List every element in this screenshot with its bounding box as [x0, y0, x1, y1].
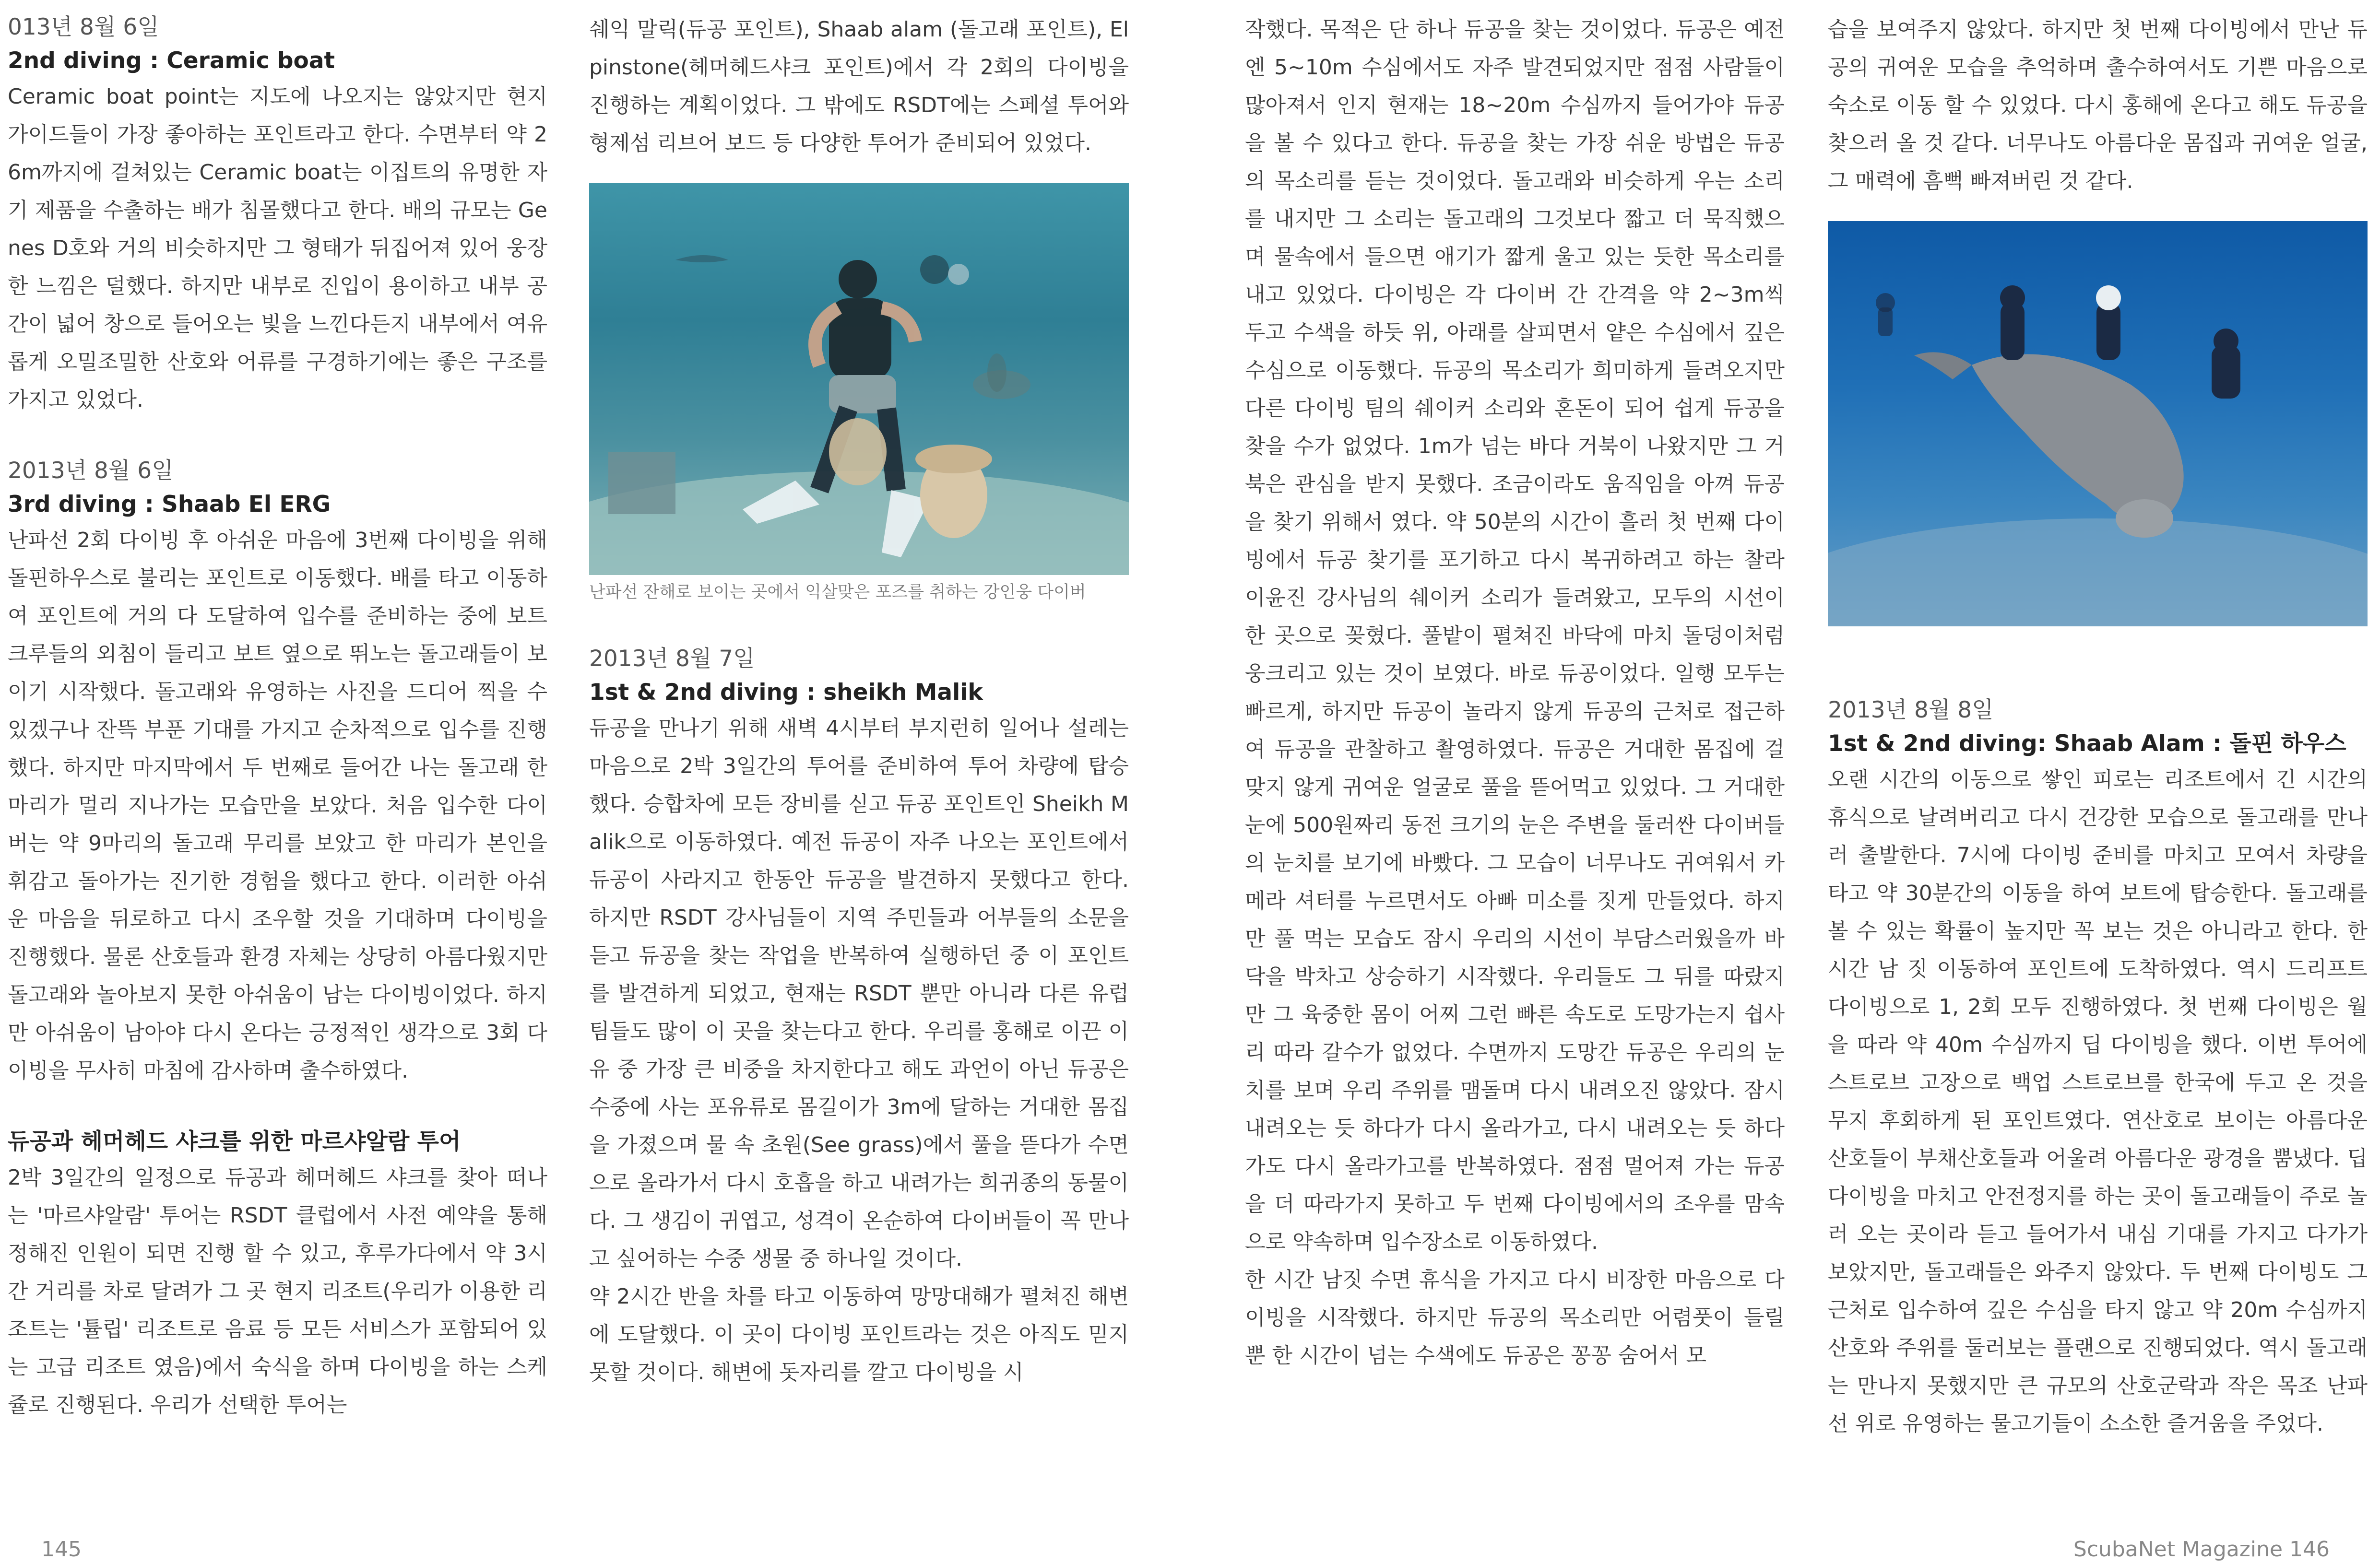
section-subtitle: 1st & 2nd diving: Shaab Alam : 돌핀 하우스 [1828, 730, 2346, 757]
section-date: 2013년 8월 6일 [8, 458, 174, 484]
section-date: 2013년 8월 7일 [589, 646, 755, 672]
column-4 [1828, 11, 2368, 1443]
section-marsa-alam-tour [8, 1125, 547, 1424]
column-1 [8, 11, 547, 1459]
section-ceramic-boat [8, 11, 547, 419]
section-date: 013년 8월 6일 [8, 14, 159, 40]
section-subtitle: 3rd diving : Shaab El ERG [8, 491, 331, 517]
section-subtitle: 2nd diving : Ceramic boat [8, 47, 335, 74]
section-body-continued: 약 2시간 반을 차를 타고 이동하여 망망대해가 펼쳐진 해변에 도달했다. 이 곳이 다이빙 포인트라는 것은 아직도 믿지 못할 것이다. 해변에 돗자리를 깔고 다이빙을 시 [589, 1284, 1129, 1385]
section-heading: 듀공과 헤머헤드 샤크를 위한 마르샤알람 투어 [8, 1128, 461, 1155]
photo-caption: 난파선 잔해로 보이는 곳에서 익살맞은 포즈를 취하는 강인웅 다이버 [589, 583, 1086, 602]
column-3 [1245, 11, 1785, 1375]
diver-wreck-photo [589, 183, 1129, 575]
section-body: 듀공을 만나기 위해 새벽 4시부터 부지런히 일어나 설레는 마음으로 2박 3일간의 투어를 준비하여 투어 차량에 탑승했다. 승합차에 모든 장비를 싣고 듀공 포인트인 Sheikh Malik으로 이동하였다. 예전 듀공이 자주 나오는 포인트에서 듀공이 사라지고 한동안 듀공을 발견하지 못했다고 한다. 하지만 RSDT 강사님들이 지역 주민들과 어부들의 소문을 듣고 듀공을 찾는 작업을 반복하여 실행하던 중 이 포인트를 발견하게 되었고, 현재는 RSDT 뿐만 아니라 다른 유럽 팀들도 많이 이 곳을 찾는다고 한다. 우리를 홍해로 이끈 이유 중 가장 큰 비중을 차지한다고 해도 과언이 아닌 듀공은 수중에 사는 포유류로 몸길이가 3m에 달하는 거대한 몸집을 가졌으며 물 속 초원(See grass)에서 풀을 뜯다가 수면으로 올라가서 다시 호흡을 하고 내려가는 희귀종의 동물이다. 그 생김이 귀엽고, 성격이 온순하여 다이버들이 꼭 만나고 싶어하는 수중 생물 중 하나일 것이다. [589, 716, 1129, 1271]
dugong-photo [1828, 221, 2368, 626]
section-body: Ceramic boat point는 지도에 나오지는 않았지만 현지 가이드들이 가장 좋아하는 포인트라고 한다. 수면부터 약 26m까지에 걸쳐있는 Ceramic boat는 이집트의 유명한 자기 제품을 수출하는 배가 침몰했다고 한다. 배의 규모는 Genes D호와 거의 비슷하지만 그 형태가 뒤집어져 있어 웅장한 느낌은 덜했다. 하지만 내부로 진입이 용이하고 내부 공간이 넓어 창으로 들어오는 빛을 느낀다든지 내부에서 여유롭게 오밀조밀한 산호와 어류를 구경하기에는 좋은 구조를 가지고 있었다. [8, 84, 547, 412]
dugong-illustration [1828, 221, 2368, 626]
column-intro: 습을 보여주지 않았다. 하지만 첫 번째 다이빙에서 만난 듀공의 귀여운 모습을 추억하며 출수하여서도 기쁜 마음으로 숙소로 이동 할 수 있었다. 다시 홍해에 온다고 해도 듀공을 찾으러 올 것 같다. 너무나도 아름다운 몸집과 귀여운 얼굴, 그 매력에 흠뻑 빠져버린 것 같다. [1828, 17, 2368, 193]
section-body: 2박 3일간의 일정으로 듀공과 헤머헤드 샤크를 찾아 떠나는 '마르샤알람' 투어는 RSDT 클럽에서 사전 예약을 통해 정해진 인원이 되면 진행 할 수 있고, 후루가다에서 약 3시간 거리를 차로 달려가 그 곳 현지 리조트(우리가 이용한 리조트는 '튤립' 리조트로 음료 등 모든 서비스가 포함되어 있는 고급 리조트 였음)에서 숙식을 하며 다이빙을 하는 스케쥴로 진행된다. 우리가 선택한 투어는 [8, 1165, 547, 1417]
section-body: 오랜 시간의 이동으로 쌓인 피로는 리조트에서 긴 시간의 휴식으로 날려버리고 다시 건강한 모습으로 돌고래를 만나러 출발한다. 7시에 다이빙 준비를 마치고 모여서 차량을 타고 약 30분간의 이동을 하여 보트에 탑승한다. 돌고래를 볼 수 있는 확률이 높지만 꼭 보는 것은 아니라고 한다. 한 시간 남 짓 이동하여 포인트에 도착하였다. 역시 드리프트 다이빙으로 1, 2회 모두 진행하였다. 첫 번째 다이빙은 월을 따라 약 40m 수심까지 딥 다이빙을 했다. 이번 투어에 스트로브 고장으로 백업 스트로브를 한국에 두고 온 것을 무지 후회하게 된 포인트였다. 연산호로 보이는 아름다운 산호들이 부채산호들과 어울려 아름다운 광경을 뿜냈다. 딥 다이빙을 마치고 안전정지를 하는 곳이 돌고래들이 주로 놀러 오는 곳이라 듣고 들어가서 내심 기대를 가지고 다가가 보았지만, 돌고래들은 와주지 않았다. 두 번째 다이빙도 그 근처로 입수하여 깊은 수심을 타지 않고 약 20m 수심까지 산호와 주위를 둘러보는 플랜으로 진행되었다. 역시 돌고래는 만나지 못했지만 큰 규모의 산호군락과 작은 목조 난파선 위로 유영하는 물고기들이 소소한 즐거움을 주었다. [1828, 767, 2368, 1436]
section-subtitle: 1st & 2nd diving : sheikh Malik [589, 679, 983, 705]
page-number-right: ScubaNet Magazine 146 [2073, 1537, 2330, 1562]
column-2 [589, 11, 1129, 1391]
diver-illustration [589, 183, 1129, 575]
section-sheikh-malik [589, 642, 1129, 1391]
section-shaab-alam [1828, 693, 2368, 1443]
section-shaab-el-erg [8, 454, 547, 1090]
column-body-continued: 한 시간 남짓 수면 휴식을 가지고 다시 비장한 마음으로 다이빙을 시작했다. 하지만 듀공의 목소리만 어렴풋이 들릴 뿐 한 시간이 넘는 수색에도 듀공은 꽁꽁 숨어서 모 [1245, 1268, 1785, 1368]
section-body: 난파선 2회 다이빙 후 아쉬운 마음에 3번째 다이빙을 위해 돌핀하우스로 불리는 포인트로 이동했다. 배를 타고 이동하여 포인트에 거의 다 도달하여 입수를 준비하는 중에 보트 크루들의 외침이 들리고 보트 옆으로 뛰노는 돌고래들이 보이기 시작했다. 돌고래와 유영하는 사진을 드디어 찍을 수 있겠구나 잔뜩 부푼 기대를 가지고 순차적으로 입수를 진행했다. 하지만 마지막에서 두 번째로 들어간 나는 돌고래 한 마리가 멀리 지나가는 모습만을 보았다. 처음 입수한 다이버는 약 9마리의 돌고래 무리를 보았고 한 마리가 본인을 휘감고 돌아가는 진기한 경험을 했다고 한다. 이러한 아쉬운 마음을 뒤로하고 다시 조우할 것을 기대하며 다이빙을 진행했다. 물론 산호들과 환경 자체는 상당히 아름다웠지만 돌고래와 놀아보지 못한 아쉬움이 남는 다이빙이었다. 하지만 아쉬움이 남아야 다시 온다는 긍정적인 생각으로 3회 다이빙을 무사히 마침에 감사하며 출수하였다. [8, 528, 547, 1083]
section-date: 2013년 8월 8일 [1828, 697, 1994, 723]
column-body: 작했다. 목적은 단 하나 듀공을 찾는 것이었다. 듀공은 예전엔 5~10m 수심에서도 자주 발견되었지만 점점 사람들이 많아져서 인지 현재는 18~20m 수심까지 들어가야 듀공을 볼 수 있다고 한다. 듀공을 찾는 가장 쉬운 방법은 듀공의 목소리를 듣는 것이었다. 돌고래와 비슷하게 우는 소리를 내지만 그 소리는 돌고래의 그것보다 짧고 더 묵직했으며 물속에서 들으면 애기가 짧게 울고 있는 듯한 목소리를 내고 있었다. 다이빙은 각 다이버 간 간격을 약 2~3m씩 두고 수색을 하듯 위, 아래를 살피면서 얕은 수심에서 깊은 수심으로 이동했다. 듀공의 목소리가 희미하게 들려오지만 다른 다이빙 팀의 쉐이커 소리와 혼돈이 되어 쉽게 듀공을 찾을 수가 없었다. 1m가 넘는 바다 거북이 나왔지만 그 거북은 관심을 받지 못했다. 조금이라도 움직임을 아껴 듀공을 찾기 위해서 였다. 약 50분의 시간이 흘러 첫 번째 다이빙에서 듀공 찾기를 포기하고 다시 복귀하려고 하는 찰라 이윤진 강사님의 쉐이커 소리가 들려왔고, 모두의 시선이 한 곳으로 꽂혔다. 풀밭이 펼쳐진 바닥에 마치 돌덩이처럼 웅크리고 있는 것이 보였다. 바로 듀공이었다. 일행 모두는 빠르게, 하지만 듀공이 놀라지 않게 듀공의 근처로 접근하여 듀공을 관찰하고 촬영하였다. 듀공은 거대한 몸집에 걸맞지 않게 귀여운 얼굴로 풀을 뜯어먹고 있었다. 그 거대한 눈에 500원짜리 동전 크기의 눈은 주변을 둘러싼 다이버들의 눈치를 보기에 바빴다. 그 모습이 너무나도 귀여워서 카메라 셔터를 누르면서도 아빠 미소를 짓게 만들었다. 하지만 풀 먹는 모습도 잠시 우리의 시선이 부담스러웠을까 바닥을 박차고 상승하기 시작했다. 우리들도 그 뒤를 따랐지만 그 육중한 몸이 어찌 그런 빠른 속도로 도망가는지 쉽사리 따라 갈수가 없었다. 수면까지 도망간 듀공은 우리의 눈치를 보며 우리 주위를 맴돌며 다시 내려오진 않았다. 잠시 내려오는 듯 하다가 다시 올라가고, 다시 내려오는 듯 하다가도 다시 올라가고를 반복하였다. 점점 멀어져 가는 듀공을 더 따라가지 못하고 두 번째 다이빙에서의 조우를 맘속으로 약속하며 입수장소로 이동하였다. [1245, 17, 1785, 1254]
page-number-left: 145 [41, 1537, 82, 1562]
column-intro: 쉐익 말릭(듀공 포인트), Shaab alam (돌고래 포인트), Elpinstone(헤머헤드샤크 포인트)에서 각 2회의 다이빙을 진행하는 계획이었다. 그 밖에도 RSDT에는 스페셜 투어와 형제섬 리브어 보드 등 다양한 투어가 준비되어 있었다. [589, 17, 1129, 155]
